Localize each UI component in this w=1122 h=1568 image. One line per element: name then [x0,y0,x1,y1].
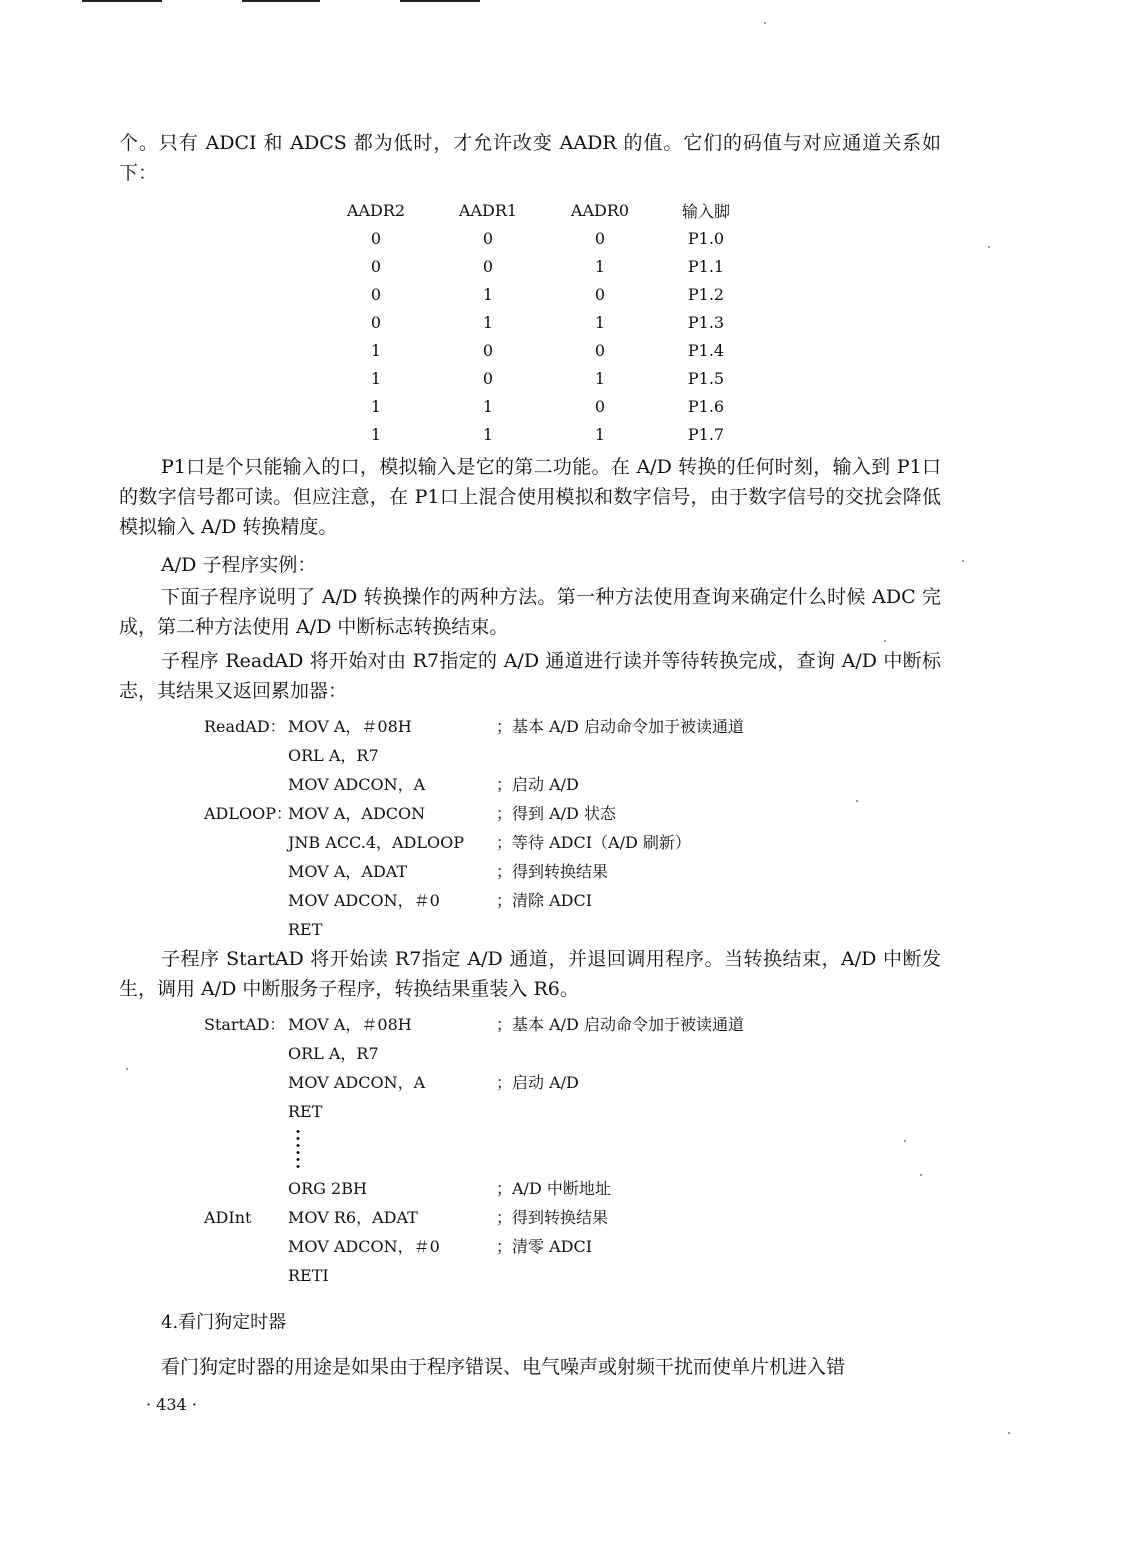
scan-speck [920,1174,922,1176]
scan-speck [1008,1432,1010,1434]
scan-speck [962,560,964,562]
code-instruction: MOV R6，ADAT [288,1208,418,1227]
header-aadr1: AADR1 [458,200,518,220]
top-rule-1 [82,0,162,2]
page-number: · 434 · [146,1395,197,1414]
cell-aadr1: 0 [482,228,494,248]
code-instruction: MOV ADCON，＃0 [288,1237,440,1256]
table-header-row [320,196,756,224]
code-comment: ；启动 A/D [496,1073,579,1092]
cell-aadr2: 1 [370,424,382,444]
cell-pin: P1.4 [687,340,725,360]
cell-aadr0: 0 [594,340,606,360]
scan-speck [988,246,990,248]
code-instruction: MOV A，ADAT [288,862,408,881]
cell-aadr1: 1 [482,284,494,304]
scan-speck [764,22,766,24]
scan-speck [904,1140,906,1142]
code-instruction: MOV A，＃08H [288,717,412,736]
cell-aadr2: 1 [370,368,382,388]
code-comment: ；得到转换结果 [496,862,609,881]
cell-aadr2: 1 [370,396,382,416]
cell-aadr0: 0 [594,228,606,248]
code-instruction: RET [288,1102,323,1121]
code-instruction: MOV ADCON，A [288,775,426,794]
cell-aadr0: 1 [594,312,606,332]
code-comment: ；基本 A/D 启动命令加于被读通道 [496,1015,744,1034]
code-label: ADInt [204,1208,252,1227]
example-title: A/D 子程序实例： [161,554,317,576]
code-instruction: MOV ADCON，＃0 [288,891,440,910]
cell-pin: P1.2 [687,284,725,304]
code-comment: ；启动 A/D [496,775,579,794]
cell-aadr0: 1 [594,368,606,388]
code-comment: ；清零 ADCI [496,1237,593,1256]
cell-aadr0: 0 [594,396,606,416]
code-label: ReadAD： [204,717,286,736]
aadr-pin-table [320,196,756,448]
cell-aadr1: 1 [482,424,494,444]
code-label: StartAD： [204,1015,286,1034]
header-input-pin: 输入脚 [681,201,730,221]
table-row [320,252,756,280]
cell-aadr2: 0 [370,284,382,304]
vertical-ellipsis-icon [296,1128,300,1168]
cell-aadr2: 1 [370,340,382,360]
header-aadr2: AADR2 [346,200,406,220]
startad-description: 子程序 StartAD 将开始读 R7指定 A/D 通道，并退回调用程序。当转换结束，A/D 中断发生，调用 A/D 中断服务子程序，转换结果重装入 R6。 [119,948,941,1000]
code-instruction: RETI [288,1266,329,1285]
code-instruction: ORL A，R7 [288,1044,379,1063]
cell-pin: P1.5 [687,368,725,388]
table-row [320,420,756,448]
code-label: ADLOOP： [204,804,293,823]
section-heading: 4.看门狗定时器 [161,1312,287,1333]
code-instruction: RET [288,920,323,939]
code-comment: ；得到转换结果 [496,1208,609,1227]
p1-note-paragraph: P1口是个只能输入的口，模拟输入是它的第二功能。在 A/D 转换的任何时刻，输入到 P1口的数字信号都可读。但应注意，在 P1口上混合使用模拟和数字信号，由于数字信号的交扰会降低模拟输入 A/D 转换精度。 [119,456,941,538]
code-instruction: ORL A，R7 [288,746,379,765]
code-instruction: MOV ADCON，A [288,1073,426,1092]
top-rule-2 [242,0,320,2]
table-row [320,336,756,364]
cell-aadr0: 1 [594,256,606,276]
table-row [320,308,756,336]
cell-aadr0: 0 [594,284,606,304]
table-row [320,224,756,252]
cell-pin: P1.3 [687,312,725,332]
cell-aadr2: 0 [370,312,382,332]
code-comment: ；基本 A/D 启动命令加于被读通道 [496,717,744,736]
top-rule-3 [400,0,480,2]
code-instruction: JNB ACC.4，ADLOOP [288,833,465,852]
code-comment: ；A/D 中断地址 [496,1179,611,1198]
intro-paragraph: 个。只有 ADCI 和 ADCS 都为低时，才允许改变 AADR 的值。它们的码值与对应通道关系如下： [119,132,941,184]
table-row [320,364,756,392]
watchdog-paragraph: 看门狗定时器的用途是如果由于程序错误、电气噪声或射频干扰而使单片机进入错 [161,1356,846,1378]
methods-paragraph: 下面子程序说明了 A/D 转换操作的两种方法。第一种方法使用查询来确定什么时候 ADC 完成，第二种方法使用 A/D 中断标志转换结束。 [119,586,941,638]
cell-pin: P1.6 [687,396,725,416]
code-comment: ；得到 A/D 状态 [496,804,616,823]
code-comment: ；等待 ADCI（A/D 刷新） [496,833,691,852]
scan-speck [126,1068,128,1070]
cell-aadr0: 1 [594,424,606,444]
cell-aadr1: 1 [482,396,494,416]
code-comment: ；清除 ADCI [496,891,593,910]
table-row [320,392,756,420]
code-instruction: MOV A，＃08H [288,1015,412,1034]
code-instruction: MOV A，ADCON [288,804,426,823]
header-aadr0: AADR0 [570,200,630,220]
cell-pin: P1.1 [687,256,725,276]
table-row [320,280,756,308]
cell-aadr2: 0 [370,256,382,276]
cell-aadr2: 0 [370,228,382,248]
scan-speck [884,640,886,642]
cell-aadr1: 0 [482,368,494,388]
cell-aadr1: 1 [482,312,494,332]
cell-pin: P1.7 [687,424,725,444]
scan-speck [856,800,858,802]
cell-aadr1: 0 [482,340,494,360]
cell-pin: P1.0 [687,228,725,248]
readad-description: 子程序 ReadAD 将开始对由 R7指定的 A/D 通道进行读并等待转换完成，查询 A/D 中断标志，其结果又返回累加器： [119,650,941,702]
cell-aadr1: 0 [482,256,494,276]
code-instruction: ORG 2BH [288,1179,367,1198]
